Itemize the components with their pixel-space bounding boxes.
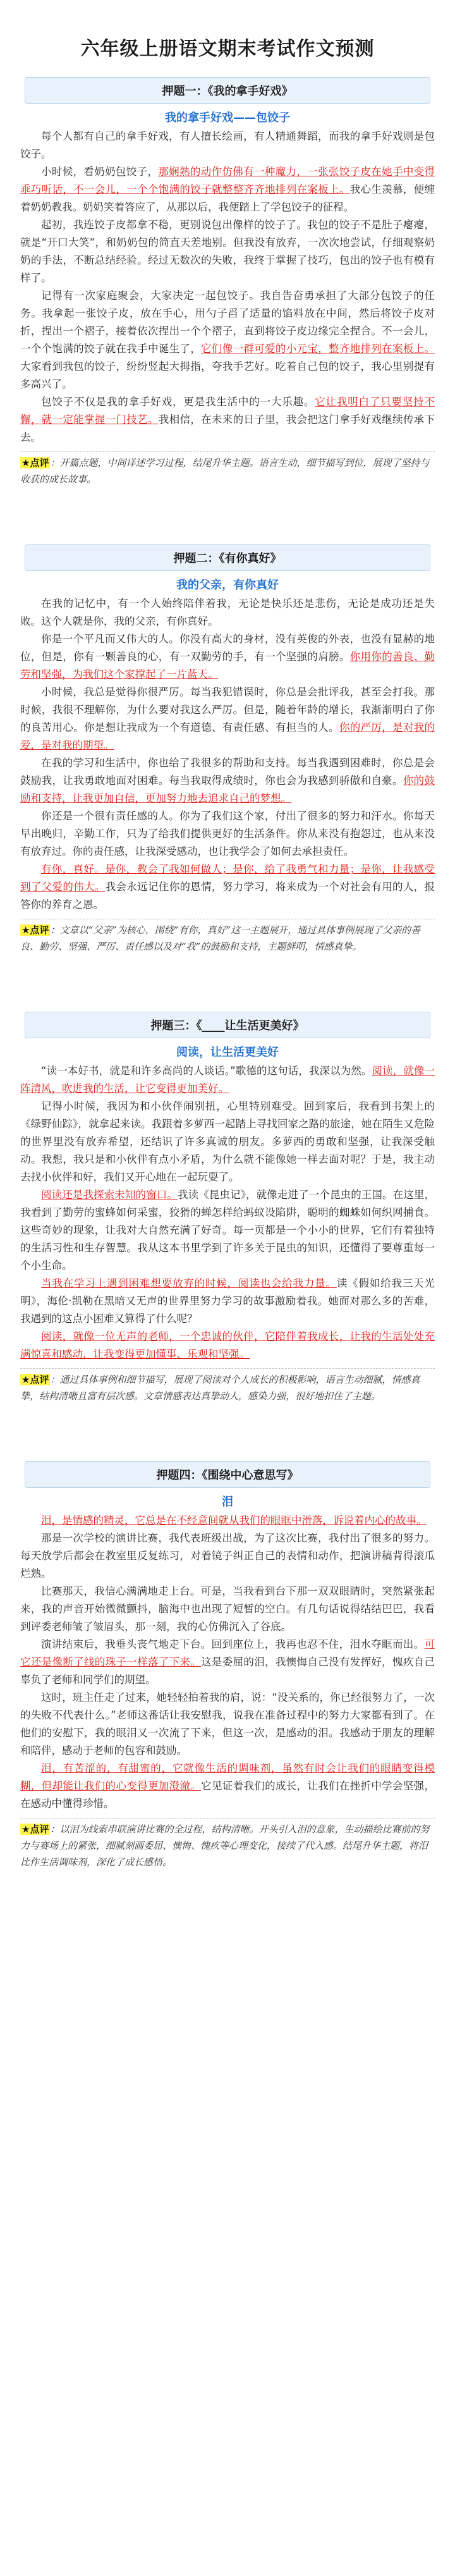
page-title: 六年级上册语文期末考试作文预测	[80, 38, 375, 60]
section-spacer	[0, 1404, 455, 1461]
highlighted-sentence: 阅读，就像一阵清风，吹进我的生活，让它变得更加美好。	[20, 1065, 435, 1095]
essay-title: 阅读，让生活更美好	[176, 1046, 279, 1059]
text-run: 记得有一次家庭聚会，大家决定一起包饺子。我自告奋勇承担了大部分包饺子的任务。我拿起一张饺子皮，放在手心，用勺子舀了适量的馅料放在中间，然后将饺子皮对折，捏出一个褶子，接着依次捏出一个个褶子，直到将饺子皮边缘完全捏合。不一会儿，一个个饱满的饺子就在我手中诞生了，	[20, 290, 435, 355]
essay-prompt-title: 押题二：《有你真好》	[25, 544, 430, 571]
essay-paragraph	[20, 1098, 435, 1186]
text-run: 每个人都有自己的拿手好戏，有人擅长绘画，有人精通舞蹈，而我的拿手好戏则是包饺子。	[20, 130, 435, 160]
section-spacer	[0, 488, 455, 544]
essay-section	[0, 77, 455, 488]
essay-title: 我的拿手好戏——包饺子	[165, 111, 290, 125]
essay-paragraph	[20, 595, 435, 630]
highlighted-sentence: 那娴熟的动作仿佛有一种魔力，一张张饺子皮在她手中变得乖巧听话，不一会儿，一个个饱满的饺子就整整齐齐地排列在案板上。	[20, 166, 435, 195]
text-run: 包饺子不仅是我的拿手好戏，更是我生活中的一大乐趣。	[41, 396, 315, 408]
comment	[20, 919, 435, 955]
essay-paragraph	[20, 1689, 435, 1760]
comment-text: ：通过具体事例和细节描写，展现了阅读对个人成长的积极影响，语言生动细腻，情感真挚，结构清晰且富有层次感。文章情感表达真挚动人，感染力强，很好地扣住了主题。	[20, 1374, 420, 1402]
text-run: 小时候，看奶奶包饺子，	[41, 166, 159, 178]
essay-paragraph	[20, 393, 435, 446]
text-run: 大家看到我包的饺子，纷纷竖起大拇指，夸我手艺好。吃着自己包的饺子，我心里别提有多高兴了。	[20, 360, 435, 390]
text-run: 我会永远记住你的恩情，努力学习，将来成为一个对社会有用的人，报答你的养育之恩。	[20, 881, 435, 911]
essay-paragraph	[20, 1760, 435, 1813]
highlighted-sentence: 你用你的善良、勤劳和坚强，为我们这个家撑起了一片蓝天。	[20, 651, 435, 680]
text-run: 读《假如给我三天光明》，海伦·凯勒在黑暗又无声的世界里努力学习的故事激励着我。她面对那么多的苦难，我遇到的这点小困难又算得了什么呢？	[20, 1277, 435, 1325]
comment	[20, 451, 435, 488]
comment-label: ★点评	[21, 1374, 49, 1385]
essay-prompt-title: 押题三：《____让生活更美好》	[25, 1012, 430, 1038]
comment-text: ：开篇点题，中间详述学习过程，结尾升华主题。语言生动，细节描写到位，展现了坚持与收获的成长故事。	[20, 457, 430, 485]
text-run: 起初，我连饺子皮都拿不稳，更别说包出像样的饺子了。我包的饺子不是肚子瘪瘪，就是“开口大笑”，和奶奶包的简直天差地别。但我没有放弃，一次次地尝试，仔细观察奶奶的手法，不断总结经验。经过无数次的失败，我终于掌握了技巧，包出的饺子也有模有样了。	[20, 219, 435, 284]
highlighted-sentence: 可它还是像断了线的珠子一样落了下来。	[20, 1638, 435, 1668]
text-run: 你还是一个很有责任感的人。你为了我们这个家，付出了很多的努力和汗水。你每天早出晚归，辛勤工作，只为了给我们提供更好的生活条件。你从来没有抱怨过，也从来没有放弃过。你的责任感，让我深受感动，也让我学会了如何去承担责任。	[20, 810, 435, 857]
comment-label: ★点评	[21, 1824, 49, 1835]
highlighted-sentence: 你的鼓励和支持，让我更加自信，更加努力地去追求自己的梦想。	[20, 775, 435, 804]
essay-paragraph	[20, 684, 435, 754]
essay-section	[0, 1012, 455, 1404]
essay-paragraph	[20, 754, 435, 807]
essay-section	[0, 1461, 455, 1870]
essay-paragraph	[20, 1636, 435, 1689]
comment-text: ：以泪为线索串联演讲比赛的全过程，结构清晰。开头引入泪的意象，生动描绘比赛前的努力与赛场上的紧张，细腻刻画委屈、懊悔、愧疚等心理变化，接续了代入感。结尾升华主题，将泪比作生活调味剂，深化了成长感悟。	[20, 1824, 430, 1868]
essay-paragraph	[20, 861, 435, 914]
text-run: 比赛那天，我信心满满地走上台。可是，当我看到台下那一双双眼睛时，突然紧张起来，我的声音开始微微颤抖，脑海中也出现了短暂的空白。有几句话说得结结巴巴，我看到评委老师皱了皱眉头，那一刻，我的心仿佛沉入了谷底。	[20, 1585, 435, 1633]
highlighted-sentence: 你的严厉，是对我的爱，是对我的期望。	[20, 721, 435, 751]
comment	[20, 1368, 435, 1404]
text-run: 我心生羡慕，便缠着奶奶教我。奶奶笑着答应了，从那以后，我便踏上了学包饺子的征程。	[20, 183, 435, 213]
text-run: 演讲结束后，我垂头丧气地走下台。回到座位上，我再也忍不住，泪水夺眶而出。	[41, 1638, 425, 1650]
text-run: 它见证着我们的成长，让我们在挫折中学会坚强，在感动中懂得珍惜。	[20, 1780, 435, 1810]
highlighted-sentence: 阅读，就像一位无声的老师，一个忠诚的伙伴，它陪伴着我成长，让我的生活处处充满惊喜和感动，让我变得更加懂事、乐观和坚强。	[20, 1330, 435, 1360]
highlighted-sentence: 当我在学习上遇到困难想要放弃的时候，阅读也会给我力量。	[41, 1277, 337, 1289]
essay-paragraph	[20, 1530, 435, 1583]
essay-paragraph	[20, 287, 435, 393]
text-run: 我读《昆虫记》，就像走进了一个昆虫的王国。在这里，我看到了勤劳的蜜蜂如何采蜜，狡猾的蝉怎样给蚂蚁设陷阱，聪明的蜘蛛如何织网捕食。这些奇妙的现象，让我对大自然充满了好奇。每一页都是一个小小的世界，它们有着独特的生活习性和生存智慧。我从这本书里学到了许多关于昆虫的知识，还懂得了要尊重每一个小生命。	[20, 1189, 435, 1272]
essay-paragraph	[20, 1186, 435, 1275]
text-run: 这时，班主任走了过来，她轻轻拍着我的肩，说：“没关系的，你已经很努力了，一次的失败不代表什么。”老师这番话让我安慰我，说我在准备过程中的努力大家都看到了。在他们的安慰下，我的眼泪又一次流了下来，但这一次，是感动的泪。我感动于朋友的理解和陪伴，感动于老师的包容和鼓励。	[20, 1691, 435, 1757]
essay-prompt-title: 押题一：《我的拿手好戏》	[25, 77, 430, 104]
essay-paragraph	[20, 128, 435, 163]
text-run: 我相信，在未来的日子里，我会把这门拿手好戏继续传承下去。	[20, 414, 435, 443]
essay-paragraph	[20, 1328, 435, 1363]
highlighted-sentence: 它让我明白了只要坚持不懈，就一定能掌握一门技艺。	[20, 396, 435, 426]
essay-title: 泪	[222, 1495, 233, 1509]
essay-paragraph	[20, 630, 435, 684]
text-run: “读一本好书，就是和许多高尚的人谈话。”歌德的这句话，我深以为然。	[41, 1065, 372, 1077]
text-run: 这是委屈的泪，我懊悔自己没有发挥好，愧疚自己辜负了老师和同学们的期望。	[20, 1656, 435, 1686]
text-run: 那是一次学校的演讲比赛，我代表班级出战，为了这次比赛，我付出了很多的努力。每天放学后都会在教室里反复练习，对着镜子纠正自己的表情和动作，把演讲稿背得滚瓜烂熟。	[20, 1532, 435, 1579]
comment	[20, 1818, 435, 1870]
essay-paragraph	[20, 1512, 435, 1530]
comment-label: ★点评	[21, 924, 49, 936]
comment-text: ：文章以“父亲”为核心，围绕“有你，真好”这一主题展开，通过具体事例展现了父亲的善良、勤劳、坚强、严厉、责任感以及对“我”的鼓励和支持，主题鲜明，情感真挚。	[20, 924, 421, 952]
highlighted-sentence: 泪，是情感的精灵，它总是在不经意间就从我们的眼眶中滑落，诉说着内心的故事。	[41, 1514, 427, 1526]
text-run: 你是一个平凡而又伟大的人。你没有高大的身材，没有英俊的外表，也没有显赫的地位，但是，你有一颗善良的心，有一双勤劳的手，有一个坚强的肩膀。	[20, 633, 435, 663]
highlighted-sentence: 泪，有苦涩的，有甜蜜的，它就像生活的调味剂，虽然有时会让我们的眼睛变得模糊，但却能让我们的心变得更加澄澈。	[20, 1762, 435, 1792]
essay-paragraph	[20, 1583, 435, 1636]
essay-paragraph	[20, 163, 435, 216]
section-spacer	[0, 955, 455, 1012]
essay-paragraph	[20, 1062, 435, 1098]
essay-title: 我的父亲，有你真好	[176, 579, 279, 592]
comment-label: ★点评	[21, 457, 49, 469]
highlighted-sentence: 有你，真好。是你，教会了我如何做人；是你，给了我勇气和力量；是你，让我感受到了父爱的伟大。	[20, 863, 435, 893]
essay-paragraph	[20, 1275, 435, 1328]
essay-list	[0, 77, 455, 1870]
text-run: 在我的记忆中，有一个人始终陪伴着我，无论是快乐还是悲伤，无论是成功还是失败。这个人就是你，我的父亲，有你真好。	[20, 598, 435, 627]
highlighted-sentence: 它们像一群可爱的小元宝，整齐地排列在案板上。	[201, 343, 435, 355]
essay-paragraph	[20, 807, 435, 861]
text-run: 记得小时候，我因为和小伙伴闹别扭，心里特别难受。回到家后，我看到书架上的《绿野仙踪》，就拿起来读。我跟着多萝西一起踏上寻找回家之路的旅途，她在陌生又危险的世界里没有放弃希望，还结识了许多真诚的朋友。多萝西的勇敢和坚强，让我深受触动。我想，我只是和小伙伴有点小矛盾，为什么就不能像她一样去面对呢？于是，我主动去找小伙伴和好，我们又开心地在一起玩耍了。	[20, 1100, 435, 1183]
text-run: 在我的学习和生活中，你也给了我很多的帮助和支持。每当我遇到困难时，你总是会鼓励我，让我勇敢地面对困难。每当我取得成绩时，你也会为我感到骄傲和自豪。	[20, 757, 435, 787]
text-run: 小时候，我总是觉得你很严厉。每当我犯错误时，你总是会批评我，甚至会打我。那时候，我很不理解你，为什么要对我这么严厉。但是，随着年龄的增长，我渐渐明白了你的良苦用心。你是想让我成为一个有道德、有责任感、有担当的人。	[20, 686, 435, 733]
highlighted-sentence: 阅读还是我探索未知的窗口。	[41, 1189, 178, 1201]
essay-section	[0, 544, 455, 955]
essay-paragraph	[20, 216, 435, 287]
essay-prompt-title: 押题四：《围绕中心意思写》	[25, 1461, 430, 1488]
